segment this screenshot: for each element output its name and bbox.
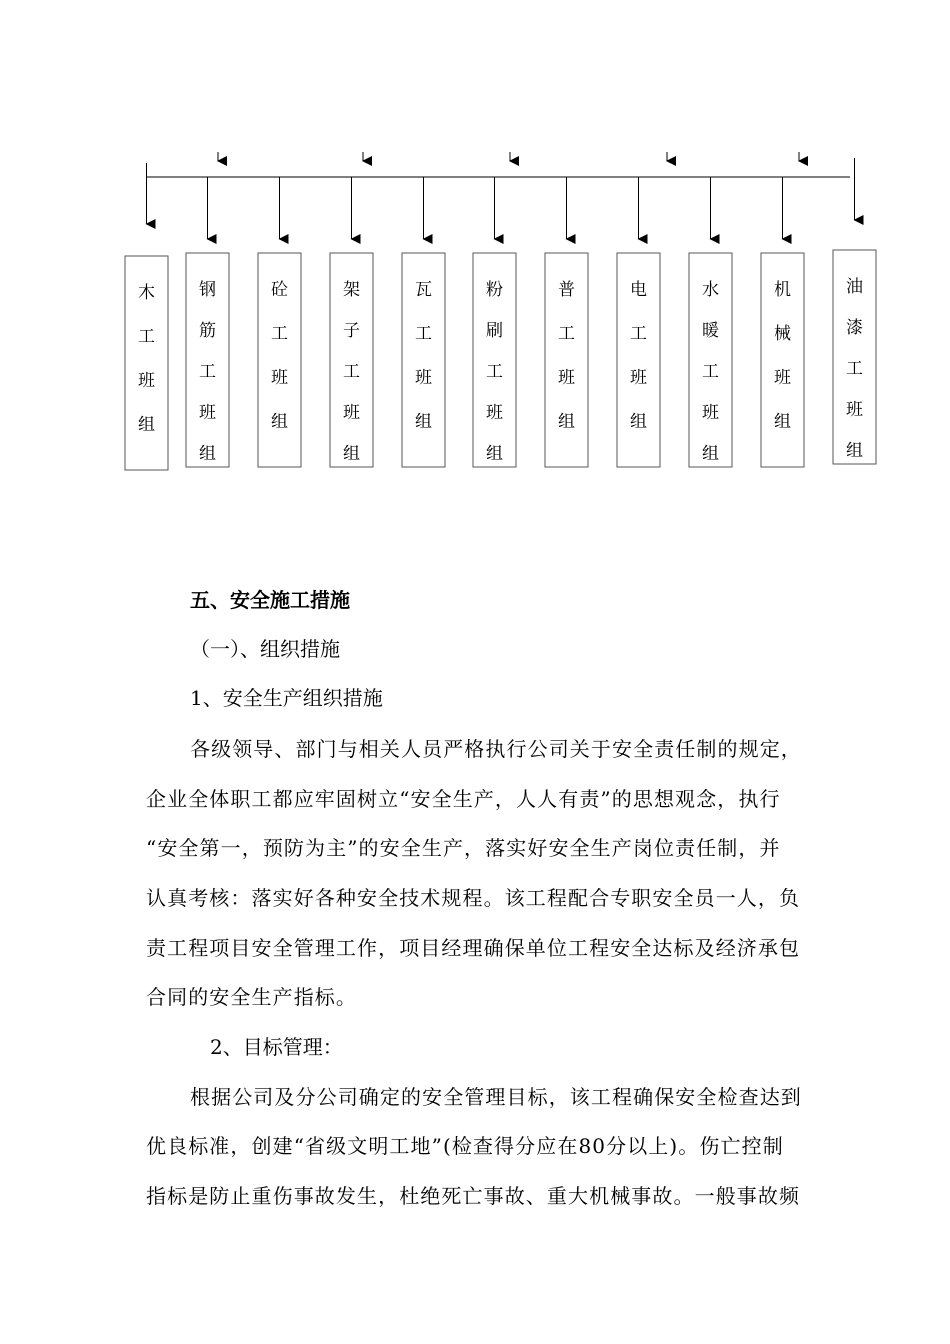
team-label: 瓦工班组 bbox=[415, 280, 432, 432]
item2-title: 2、目标管理： bbox=[210, 1035, 343, 1059]
team-label: 水暖工班组 bbox=[702, 280, 719, 464]
org-chart bbox=[0, 0, 950, 500]
team-label: 钢筋工班组 bbox=[199, 280, 216, 464]
para1-line: 认真考核：落实好各种安全技术规程。该工程配合专职安全员一人，负 bbox=[146, 886, 801, 910]
team-label: 架子工班组 bbox=[343, 280, 360, 464]
team-box bbox=[617, 253, 660, 467]
team-box bbox=[258, 253, 301, 467]
para1-line: 责工程项目安全管理工作，项目经理确保单位工程安全达标及经济承包 bbox=[146, 936, 801, 960]
para1-line: 各级领导、部门与相关人员严格执行公司关于安全责任制的规定， bbox=[190, 737, 802, 761]
team-label: 油漆工班组 bbox=[846, 277, 863, 461]
team-label: 电工班组 bbox=[630, 280, 647, 432]
section-subheading: （一）、组织措施 bbox=[190, 637, 340, 661]
para2-line: 指标是防止重伤事故发生，杜绝死亡事故、重大机械事故。一般事故频 bbox=[146, 1184, 801, 1208]
team-box bbox=[545, 253, 588, 467]
team-label: 普工班组 bbox=[558, 280, 575, 432]
team-label: 木工班组 bbox=[138, 283, 155, 435]
team-box bbox=[833, 250, 876, 464]
team-box bbox=[402, 253, 445, 467]
team-box bbox=[473, 253, 516, 467]
section-heading: 五、安全施工措施 bbox=[190, 588, 350, 612]
team-box bbox=[330, 253, 373, 467]
para1-line: 企业全体职工都应牢固树立“安全生产，人人有责”的思想观念，执行 bbox=[146, 787, 781, 811]
para2-line: 优良标准，创建“省级文明工地”(检查得分应在80分以上)。伤亡控制 bbox=[146, 1134, 784, 1158]
para1-line: 合同的安全生产指标。 bbox=[146, 985, 357, 1009]
team-label: 机械班组 bbox=[774, 280, 791, 432]
para1-line: “安全第一，预防为主”的安全生产，落实好安全生产岗位责任制，并 bbox=[146, 836, 781, 860]
team-box bbox=[761, 253, 804, 467]
team-label: 粉刷工班组 bbox=[486, 280, 503, 464]
para2-line: 根据公司及分公司确定的安全管理目标，该工程确保安全检查达到 bbox=[190, 1085, 802, 1109]
team-box bbox=[689, 253, 732, 467]
team-box bbox=[186, 253, 229, 467]
team-label: 砼工班组 bbox=[271, 280, 288, 432]
org-connector-lines bbox=[146, 152, 855, 239]
team-box bbox=[125, 256, 168, 470]
item1-title: 1、安全生产组织措施 bbox=[190, 686, 383, 710]
